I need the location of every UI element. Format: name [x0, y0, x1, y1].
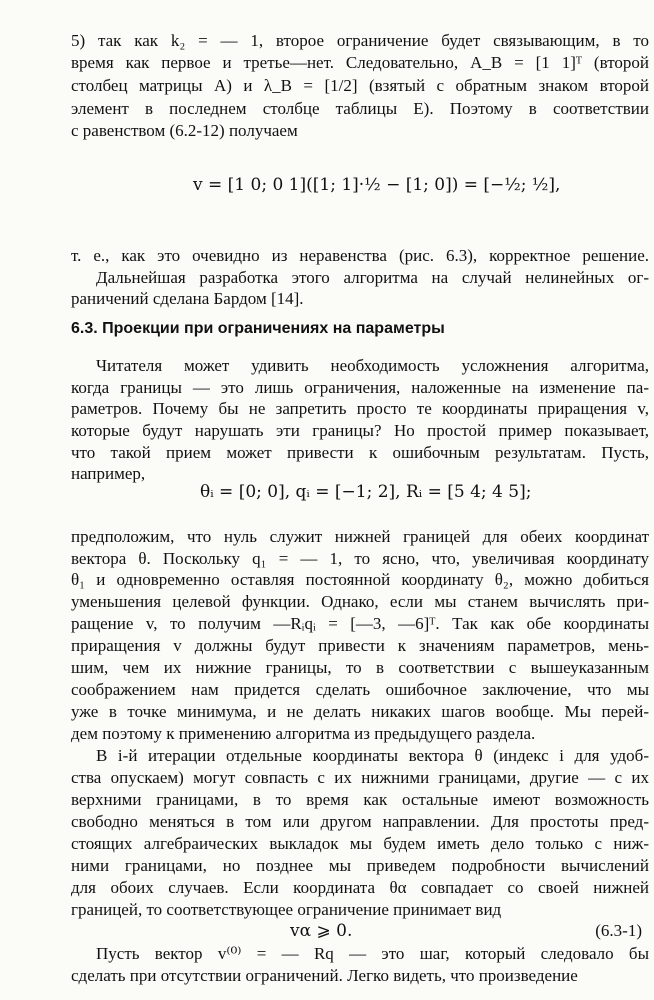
text-line: сделать при отсутствии ограничений. Легко видеть, что произведение — [71, 966, 578, 985]
text-line: т. е., как это очевидно из неравенства (рис. 6.3), корректное решение. — [71, 246, 649, 265]
equation-number: (6.3-1) — [595, 921, 642, 940]
text-line: θ₁ и одновременно оставляя постоянной координату θ₂, можно добиться — [71, 570, 649, 589]
formula-v-matrix: v = [1 0; 0 1]([1; 1]·½ − [1; 0]) = [−½; ½], — [193, 175, 561, 195]
text-line: ства опускаем) могут совпасть с их нижними границами, другие — с их — [71, 768, 649, 787]
text-line: границей, то соответствующее ограничение принимает вид — [71, 900, 502, 919]
text-line: которые будут нарушать эти границы? Но простой пример показывает, — [71, 421, 649, 440]
formula-example-values: θᵢ = [0; 0], qᵢ = [−1; 2], Rᵢ = [5 4; 4 5]; — [200, 482, 532, 502]
text-line: для обоих случаев. Если координата θα совпадает со своей нижней — [71, 878, 649, 897]
text-line: столбец матрицы A) и λ_B = [1/2] (взятый с обратным знаком второй — [71, 76, 649, 95]
text-line: с равенством (6.2-12) получаем — [71, 121, 298, 140]
text-line: уже в точке минимума, и не делать никаких шагов вообще. Мы перей- — [71, 702, 649, 721]
text-line: уменьшения целевой функции. Однако, если мы станем вычислять при- — [71, 592, 649, 611]
text-line: что такой прием может привести к ошибочным результатам. Пусть, — [71, 443, 649, 462]
text-line: время как первое и третье—нет. Следовательно, A_B = [1 1]ᵀ (второй — [71, 53, 649, 72]
text-line: приращения v должны будут привести к значениям параметров, мень- — [71, 636, 649, 655]
text-line: Дальнейшая разработка этого алгоритма на случай нелинейных ог- — [96, 268, 649, 287]
text-line: Пусть вектор v⁽⁰⁾ = — Rq — это шаг, который следовало бы — [96, 944, 649, 963]
text-line: свободно меняться в том или другом направлении. Для простоты пред- — [71, 812, 649, 831]
text-line: предположим, что нуль служит нижней границей для обеих координат — [71, 527, 649, 546]
text-line: когда границы — это лишь ограничения, наложенные на изменение па- — [71, 378, 649, 397]
text-line: Читателя может удивить необходимость усложнения алгоритма, — [96, 356, 649, 375]
text-line: например, — [71, 464, 146, 483]
formula-constraint: vα ⩾ 0. — [290, 921, 353, 941]
text-line: раничений сделана Бардом [14]. — [71, 289, 304, 308]
text-line: раметров. Почему бы не запретить просто те координаты приращения v, — [71, 399, 649, 418]
text-line: ними границами, но позднее мы приведем подробности вычислений — [71, 856, 649, 875]
text-line: шим, чем их нижние границы, то в соответствии с вышеуказанным — [71, 658, 649, 677]
text-line: дем поэтому к применению алгоритма из предыдущего раздела. — [71, 724, 536, 743]
text-line: соображением нам придется сделать ошибочное заключение, что мы — [71, 680, 649, 699]
text-line: верхними границами, в то время как остальные имеют возможность — [71, 790, 649, 809]
text-line: ращение v, то получим —Rᵢqᵢ = [—3, —6]ᵀ. Так как обе координаты — [71, 614, 649, 633]
section-heading: 6.3. Проекции при ограничениях на параметры — [71, 320, 445, 337]
text-line: элемент в последнем столбце таблицы E). Поэтому в соответствии — [71, 99, 649, 118]
text-line: В i-й итерации отдельные координаты вектора θ (индекс i для удоб- — [96, 746, 649, 765]
text-line: стоящих алгебраических выкладок мы будем иметь дело только с ниж- — [71, 834, 649, 853]
text-line: 5) так как k₂ = — 1, второе ограничение будет связывающим, в то — [71, 31, 649, 50]
text-line: вектора θ. Поскольку q₁ = — 1, то ясно, что, увеличивая координату — [71, 549, 649, 568]
